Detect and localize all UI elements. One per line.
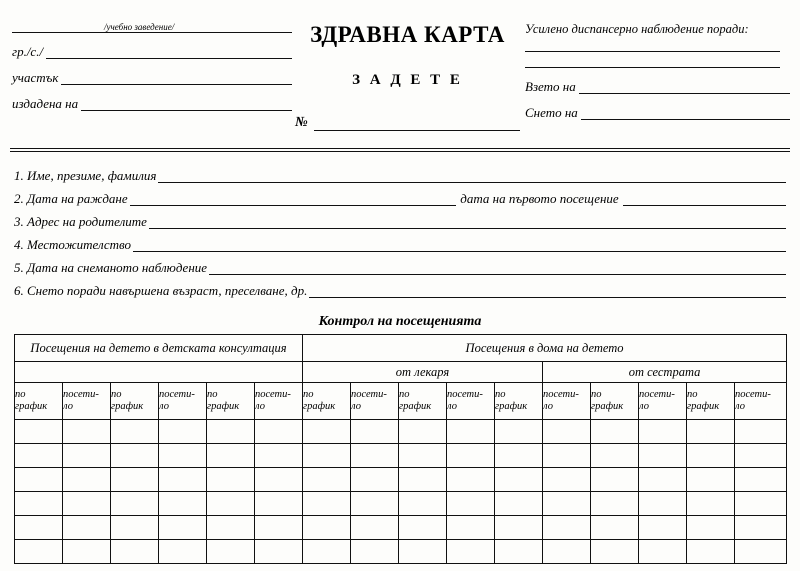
field-observation-removed-date: [14, 252, 786, 275]
group-header-clinic: Посещения на детето в детската консултация: [15, 335, 303, 362]
table-cell[interactable]: [639, 492, 687, 516]
table-cell[interactable]: [159, 516, 207, 540]
table-cell[interactable]: [399, 516, 447, 540]
table-cell[interactable]: [495, 492, 543, 516]
table-cell[interactable]: [255, 540, 303, 564]
col-header-12: по график: [591, 383, 639, 420]
sub-header-clinic-spacer: [15, 362, 303, 383]
page-subtitle: З А Д Е Т Е: [352, 72, 463, 88]
col-header-10: по график: [495, 383, 543, 420]
table-cell[interactable]: [399, 492, 447, 516]
field-district-line[interactable]: [61, 72, 292, 85]
field-issued-on-label: издадена на: [12, 96, 79, 111]
field-observation-removed-date-label: 5. Дата на снеманото наблюдение: [14, 260, 208, 275]
table-cell[interactable]: [351, 492, 399, 516]
field-residence: [14, 229, 786, 252]
table-cell[interactable]: [495, 516, 543, 540]
table-cell[interactable]: [111, 468, 159, 492]
table-cell[interactable]: [159, 468, 207, 492]
table-cell[interactable]: [591, 540, 639, 564]
field-issued-on-line[interactable]: [81, 98, 292, 111]
table-cell[interactable]: [687, 492, 735, 516]
sub-header-nurse: от сестрата: [543, 362, 787, 383]
document-header: [0, 0, 800, 150]
field-first-visit-label: дата на първото посещение: [460, 191, 619, 206]
table-cell[interactable]: [447, 468, 495, 492]
table-cell[interactable]: [111, 516, 159, 540]
field-full-name: [14, 160, 786, 183]
table-cell[interactable]: [735, 516, 787, 540]
col-header-2: по график: [111, 383, 159, 420]
table-cell[interactable]: [351, 420, 399, 444]
table-cell[interactable]: [687, 444, 735, 468]
field-parents-address-label: 3. Адрес на родителите: [14, 214, 147, 229]
field-city-label: гр./с./: [12, 44, 44, 59]
field-removal-reason-label: 6. Снето поради навършена възраст, преселване, др.: [14, 283, 308, 298]
table-cell[interactable]: [303, 468, 351, 492]
table-cell[interactable]: [255, 468, 303, 492]
table-cell[interactable]: [255, 492, 303, 516]
table-group-header-row: [15, 335, 787, 362]
school-note-rule: [12, 32, 292, 33]
table-cell[interactable]: [15, 492, 63, 516]
table-cell[interactable]: [735, 492, 787, 516]
numbered-fields: [14, 160, 786, 298]
dispensary-line-2[interactable]: [525, 67, 780, 68]
field-removal-reason-line[interactable]: [309, 285, 786, 298]
field-taken-on: [525, 77, 790, 94]
table-cell[interactable]: [543, 420, 591, 444]
field-residence-line[interactable]: [133, 239, 786, 252]
field-taken-on-line[interactable]: [579, 81, 790, 94]
table-cell[interactable]: [303, 516, 351, 540]
col-header-1: посети- ло: [63, 383, 111, 420]
table-cell[interactable]: [399, 420, 447, 444]
header-title-block: [295, 22, 520, 131]
field-removed-on: [525, 103, 790, 120]
table-row[interactable]: [15, 516, 787, 540]
table-cell[interactable]: [735, 468, 787, 492]
table-cell[interactable]: [399, 540, 447, 564]
header-left-block: [12, 22, 292, 111]
field-district: [12, 68, 292, 85]
table-cell[interactable]: [399, 468, 447, 492]
table-cell[interactable]: [207, 540, 255, 564]
table-cell[interactable]: [543, 468, 591, 492]
field-birth-date-line[interactable]: [130, 193, 457, 206]
table-cell[interactable]: [111, 540, 159, 564]
table-row[interactable]: [15, 468, 787, 492]
table-cell[interactable]: [639, 420, 687, 444]
table-cell[interactable]: [255, 444, 303, 468]
field-removal-reason: [14, 275, 786, 298]
table-cell[interactable]: [207, 444, 255, 468]
field-number-label: №: [295, 115, 308, 130]
table-cell[interactable]: [543, 444, 591, 468]
table-cell[interactable]: [303, 444, 351, 468]
table-cell[interactable]: [543, 540, 591, 564]
table-cell[interactable]: [63, 516, 111, 540]
table-cell[interactable]: [735, 420, 787, 444]
table-cell[interactable]: [687, 540, 735, 564]
table-cell[interactable]: [399, 444, 447, 468]
table-cell[interactable]: [63, 540, 111, 564]
table-sub-header-row: [15, 362, 787, 383]
field-observation-removed-date-line[interactable]: [209, 262, 786, 275]
table-cell[interactable]: [111, 444, 159, 468]
table-cell[interactable]: [687, 420, 735, 444]
field-number-line[interactable]: [314, 118, 520, 131]
table-cell[interactable]: [63, 492, 111, 516]
table-cell[interactable]: [447, 492, 495, 516]
table-cell[interactable]: [351, 516, 399, 540]
field-city-line[interactable]: [46, 46, 292, 59]
table-cell[interactable]: [591, 468, 639, 492]
table-cell[interactable]: [255, 516, 303, 540]
table-row[interactable]: [15, 420, 787, 444]
table-cell[interactable]: [591, 420, 639, 444]
table-cell[interactable]: [303, 540, 351, 564]
col-header-0: по график: [15, 383, 63, 420]
field-parents-address-line[interactable]: [149, 216, 786, 229]
dispensary-note-label: Усилено диспансерно наблюдение поради:: [525, 22, 749, 36]
col-header-15: посети- ло: [735, 383, 787, 420]
table-cell[interactable]: [111, 420, 159, 444]
table-cell[interactable]: [63, 420, 111, 444]
table-cell[interactable]: [591, 516, 639, 540]
field-district-label: участък: [12, 70, 59, 85]
table-cell[interactable]: [159, 420, 207, 444]
header-right-block: [525, 22, 790, 120]
field-first-visit-line[interactable]: [623, 193, 786, 206]
field-number: [295, 115, 520, 131]
field-full-name-label: 1. Име, презиме, фамилия: [14, 168, 157, 183]
col-header-4: по график: [207, 383, 255, 420]
table-cell[interactable]: [159, 492, 207, 516]
visits-table-title: Контрол на посещенията: [318, 314, 482, 329]
table-column-header-row: [15, 383, 787, 420]
table-cell[interactable]: [447, 540, 495, 564]
page-title: ЗДРАВНА КАРТА: [310, 22, 505, 47]
table-cell[interactable]: [255, 420, 303, 444]
table-cell[interactable]: [447, 444, 495, 468]
col-header-7: посети- ло: [351, 383, 399, 420]
table-cell[interactable]: [639, 444, 687, 468]
school-note-label: /учебно заведение/: [104, 22, 175, 32]
field-parents-address: [14, 206, 786, 229]
table-cell[interactable]: [303, 420, 351, 444]
table-cell[interactable]: [15, 444, 63, 468]
table-cell[interactable]: [159, 540, 207, 564]
table-cell[interactable]: [15, 516, 63, 540]
field-removed-on-line[interactable]: [581, 107, 790, 120]
table-cell[interactable]: [351, 468, 399, 492]
col-header-9: посети- ло: [447, 383, 495, 420]
header-separator: [10, 148, 790, 152]
field-residence-label: 4. Местожителство: [14, 237, 131, 252]
table-cell[interactable]: [495, 540, 543, 564]
table-cell[interactable]: [111, 492, 159, 516]
table-cell[interactable]: [15, 420, 63, 444]
table-row[interactable]: [15, 492, 787, 516]
table-cell[interactable]: [591, 444, 639, 468]
table-row[interactable]: [15, 540, 787, 564]
sub-header-doctor: от лекаря: [303, 362, 543, 383]
col-header-11: посети- ло: [543, 383, 591, 420]
col-header-14: по график: [687, 383, 735, 420]
table-cell[interactable]: [63, 468, 111, 492]
table-cell[interactable]: [639, 468, 687, 492]
table-cell[interactable]: [207, 492, 255, 516]
dispensary-line-1[interactable]: [525, 51, 780, 52]
table-cell[interactable]: [687, 468, 735, 492]
table-cell[interactable]: [15, 468, 63, 492]
table-cell[interactable]: [495, 444, 543, 468]
table-cell[interactable]: [15, 540, 63, 564]
field-birth-date: [14, 183, 786, 206]
table-cell[interactable]: [687, 516, 735, 540]
group-header-home: Посещения в дома на детето: [303, 335, 787, 362]
table-cell[interactable]: [159, 444, 207, 468]
table-cell[interactable]: [447, 516, 495, 540]
col-header-6: по график: [303, 383, 351, 420]
field-taken-on-label: Взето на: [525, 79, 576, 94]
col-header-8: по график: [399, 383, 447, 420]
table-cell[interactable]: [303, 492, 351, 516]
field-removed-on-label: Снето на: [525, 105, 578, 120]
field-full-name-line[interactable]: [158, 170, 786, 183]
table-cell[interactable]: [207, 468, 255, 492]
table-cell[interactable]: [735, 444, 787, 468]
col-header-13: посети- ло: [639, 383, 687, 420]
table-cell[interactable]: [351, 444, 399, 468]
col-header-5: посети- ло: [255, 383, 303, 420]
table-cell[interactable]: [207, 516, 255, 540]
table-row[interactable]: [15, 444, 787, 468]
table-cell[interactable]: [63, 444, 111, 468]
table-cell[interactable]: [447, 420, 495, 444]
table-cell[interactable]: [543, 492, 591, 516]
table-cell[interactable]: [495, 468, 543, 492]
col-header-3: посети- ло: [159, 383, 207, 420]
field-city: [12, 42, 292, 59]
table-cell[interactable]: [207, 420, 255, 444]
table-cell[interactable]: [591, 492, 639, 516]
table-cell[interactable]: [639, 516, 687, 540]
table-cell[interactable]: [495, 420, 543, 444]
table-cell[interactable]: [543, 516, 591, 540]
field-birth-date-label: 2. Дата на раждане: [14, 191, 128, 206]
table-cell[interactable]: [351, 540, 399, 564]
table-cell[interactable]: [735, 540, 787, 564]
field-issued-on: [12, 94, 292, 111]
table-cell[interactable]: [639, 540, 687, 564]
visits-table: [14, 334, 787, 564]
